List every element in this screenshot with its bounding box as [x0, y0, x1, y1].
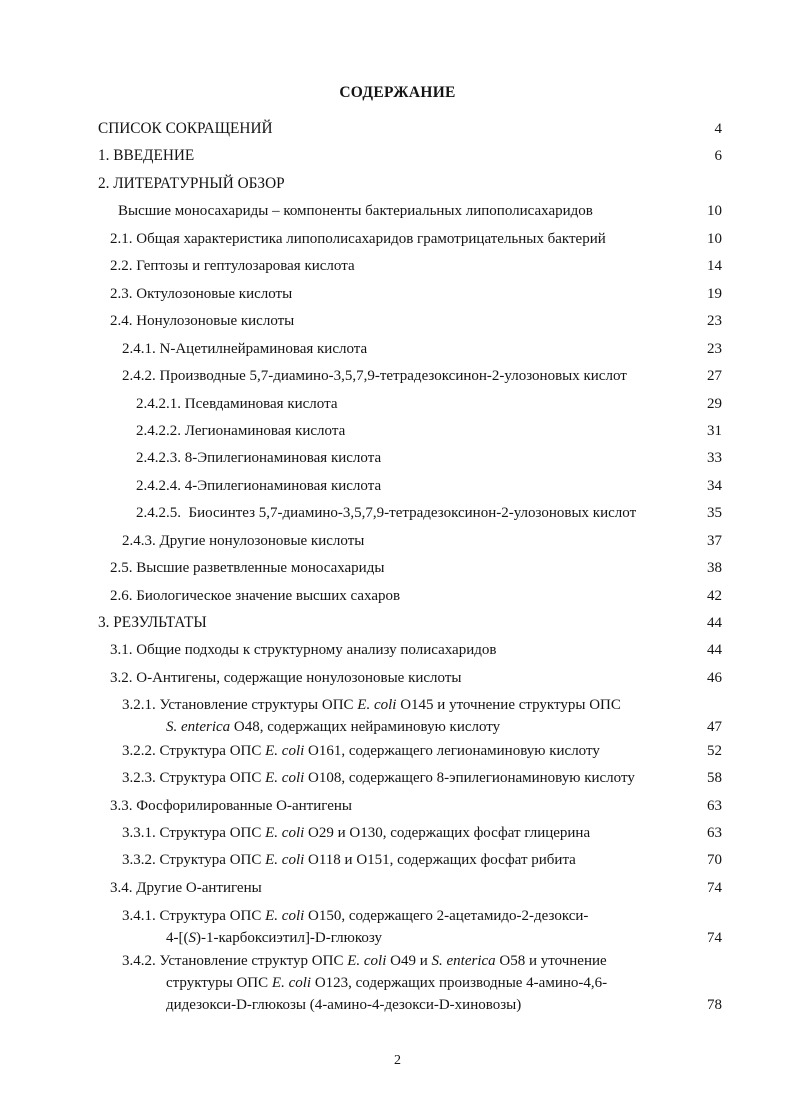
toc-entry[interactable] [0, 420, 795, 442]
toc-entry-label: 3.3. Фосфорилированные О-антигены [110, 798, 352, 814]
toc-entry-page: 23 [707, 341, 722, 357]
toc-entry[interactable] [0, 200, 795, 222]
toc-entry[interactable] [0, 118, 795, 140]
toc-entry-page: 14 [707, 258, 722, 274]
toc-entry-page: 35 [707, 505, 722, 521]
toc-entry[interactable] [0, 950, 795, 1016]
toc-entry[interactable] [0, 639, 795, 661]
toc-entry-label: 3.2.3. Структура ОПС E. coli O108, содержащего 8-эпилегионаминовую кислоту [122, 770, 635, 786]
toc-entry-page: 34 [707, 478, 722, 494]
toc-entry-page: 42 [707, 588, 722, 604]
toc-entry[interactable] [0, 612, 795, 634]
toc-entry-page: 38 [707, 560, 722, 576]
toc-entry-page: 74 [707, 930, 722, 946]
toc-entry[interactable] [0, 530, 795, 552]
toc-entry-page: 70 [707, 852, 722, 868]
toc-entry-label: 2.4.2.1. Псевдаминовая кислота [136, 396, 338, 412]
toc-entry-page: 63 [707, 798, 722, 814]
toc-entry-label: 2.2. Гептозы и гептулозаровая кислота [110, 258, 355, 274]
toc-entry-page: 33 [707, 450, 722, 466]
toc-entry-label: 3. РЕЗУЛЬТАТЫ [98, 614, 207, 631]
toc-entry[interactable] [0, 740, 795, 762]
toc-entry[interactable] [0, 795, 795, 817]
toc-entry-page: 19 [707, 286, 722, 302]
toc-entry[interactable] [0, 447, 795, 469]
toc-entry-label: 2.4.1. N-Ацетилнейраминовая кислота [122, 341, 368, 357]
toc-entry-label [122, 694, 621, 738]
toc-entry-label: 2.1. Общая характеристика липополисахаридов грамотрицательных бактерий [110, 231, 606, 247]
toc-entry-label: 2.5. Высшие разветвленные моносахариды [110, 560, 385, 576]
toc-entry-page: 29 [707, 396, 722, 412]
toc-entry-page: 47 [707, 719, 722, 735]
toc-entry-label: 2.4.2.5. Биосинтез 5,7-диамино-3,5,7,9-тетрадезоксинон-2-улозоновых кислот [136, 505, 637, 521]
toc-entry-page: 37 [707, 533, 722, 549]
toc-entry-page: 10 [707, 231, 722, 247]
toc-entry-line: дидезокси-D-глюкозы (4-амино-4-дезокси-D-хиновозы) [166, 997, 522, 1013]
toc-entry-label: 2.4.2. Производные 5,7-диамино-3,5,7,9-тетрадезоксинон-2-улозоновых кислот [122, 368, 627, 384]
toc-entry-line: S. enterica O48, содержащих нейраминовую кислоту [166, 719, 501, 735]
toc-entry-label: 3.3.1. Структура ОПС E. coli O29 и O130, содержащих фосфат глицерина [122, 825, 591, 841]
toc-entry-page: 52 [707, 743, 722, 759]
toc-entry-line: 3.4.1. Структура ОПС E. coli O150, содержащего 2-ацетамидо-2-дезокси- [122, 908, 589, 924]
toc-entry[interactable] [0, 283, 795, 305]
toc-entry-label [122, 950, 607, 1016]
toc-entry[interactable] [0, 849, 795, 871]
toc-entry-label: Высшие моносахариды – компоненты бактериальных липополисахаридов [118, 203, 593, 219]
toc-entry[interactable] [0, 173, 795, 195]
toc-entry[interactable] [0, 502, 795, 524]
toc-entry-label: 2.3. Октулозоновые кислоты [110, 286, 293, 302]
toc-entry[interactable] [0, 822, 795, 844]
toc-entry-label: 2. ЛИТЕРАТУРНЫЙ ОБЗОР [98, 175, 285, 192]
toc-entry-label: 2.4.2.4. 4-Эпилегионаминовая кислота [136, 478, 382, 494]
toc-entry-label: 3.2.2. Структура ОПС E. coli O161, содержащего легионаминовую кислоту [122, 743, 600, 759]
toc-entry-label: 2.4.2.3. 8-Эпилегионаминовая кислота [136, 450, 382, 466]
toc-entry-page: 31 [707, 423, 722, 439]
toc-entry[interactable] [0, 667, 795, 689]
toc-entry-page: 44 [707, 642, 722, 658]
toc-entry-line: 3.2.1. Установление структуры ОПС E. coli O145 и уточнение структуры ОПС [122, 697, 621, 713]
toc-entry-line: 4-[(S)-1-карбоксиэтил]-D-глюкозу [166, 930, 382, 946]
toc-entry[interactable] [0, 585, 795, 607]
toc-entry-label: 2.4. Нонулозоновые кислоты [110, 313, 295, 329]
toc-entry-line: структуры ОПС E. coli O123, содержащих производные 4-амино-4,6- [166, 975, 608, 991]
page-title: СОДЕРЖАНИЕ [339, 84, 456, 101]
toc-entry-page: 6 [714, 148, 722, 164]
toc-entry[interactable] [0, 338, 795, 360]
toc-entry[interactable] [0, 557, 795, 579]
toc-entry[interactable] [0, 767, 795, 789]
toc-entry[interactable] [0, 905, 795, 949]
toc-entry-page: 74 [707, 880, 722, 896]
toc-entry-page: 46 [707, 670, 722, 686]
toc-entry[interactable] [0, 310, 795, 332]
toc-entry-page: 78 [707, 997, 722, 1013]
toc-entry-page: 4 [714, 121, 722, 137]
toc-entry-page: 27 [707, 368, 722, 384]
toc-entry-page: 23 [707, 313, 722, 329]
toc-entry[interactable] [0, 694, 795, 738]
toc-entry-label: 2.4.2.2. Легионаминовая кислота [136, 423, 346, 439]
toc-entry-page: 58 [707, 770, 722, 786]
toc-entry-page: 63 [707, 825, 722, 841]
toc-entry-page: 10 [707, 203, 722, 219]
toc-entry[interactable] [0, 475, 795, 497]
toc-entry-label: 2.6. Биологическое значение высших сахаров [110, 588, 401, 604]
toc-entry[interactable] [0, 255, 795, 277]
toc-entry-label: 3.3.2. Структура ОПС E. coli O118 и O151, содержащих фосфат рибита [122, 852, 576, 868]
toc-entry-label: 3.2. О-Антигены, содержащие нонулозоновые кислоты [110, 670, 462, 686]
toc-entry-label: 3.4. Другие О-антигены [110, 880, 262, 896]
toc-entry-label [122, 905, 588, 949]
toc-entry[interactable] [0, 877, 795, 899]
toc-entry[interactable] [0, 365, 795, 387]
toc-entry-page: 44 [707, 615, 722, 631]
toc-entry[interactable] [0, 228, 795, 250]
toc-entry[interactable] [0, 145, 795, 167]
toc-entry-label: 3.1. Общие подходы к структурному анализу полисахаридов [110, 642, 497, 658]
page-number: 2 [394, 1053, 401, 1068]
toc-entry-line: 3.4.2. Установление структур ОПС E. coli O49 и S. enterica O58 и уточнение [122, 953, 607, 969]
toc-entry-label: 1. ВВЕДЕНИЕ [98, 147, 195, 164]
toc-entry-label: 2.4.3. Другие нонулозоновые кислоты [122, 533, 365, 549]
toc-entry-label: СПИСОК СОКРАЩЕНИЙ [98, 120, 273, 137]
toc-entry[interactable] [0, 393, 795, 415]
